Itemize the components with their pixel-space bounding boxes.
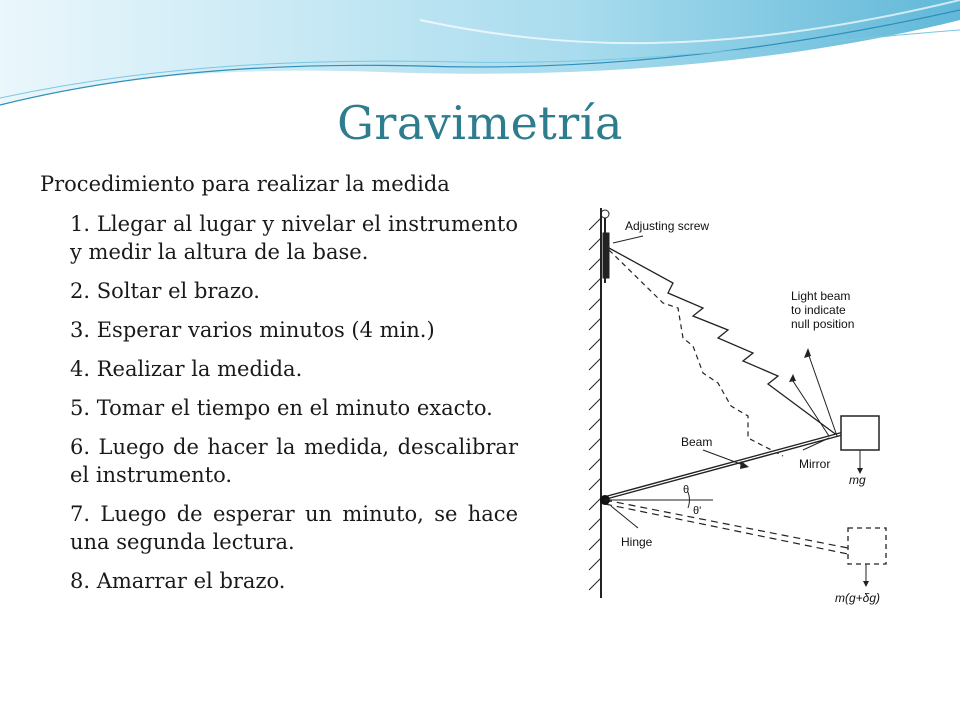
- procedure-step: 1. Llegar al lugar y nivelar el instrumento y medir la altura de la base.: [70, 212, 518, 264]
- procedure-step: 7. Luego de esperar un minuto, se hace una segunda lectura.: [70, 502, 518, 554]
- light-beam-label-2: to indicate: [791, 303, 846, 317]
- procedure-step: 3. Esperar varios minutos (4 min.): [70, 318, 435, 342]
- hinge-label: Hinge: [621, 535, 653, 549]
- mass-box: [841, 416, 879, 450]
- procedure-step: 6. Luego de hacer la medida, descalibrar el instrumento.: [70, 435, 518, 487]
- procedure-steps-list: [70, 210, 518, 606]
- procedure-step: 2. Soltar el brazo.: [70, 279, 260, 303]
- slide-title: Gravimetría: [337, 96, 623, 150]
- beam-label: Beam: [681, 435, 713, 449]
- procedure-intro: Procedimiento para realizar la medida: [40, 172, 450, 196]
- light-beam-label-3: null position: [791, 317, 855, 331]
- procedure-step: 8. Amarrar el brazo.: [70, 569, 286, 593]
- mg-label: mg: [849, 473, 866, 487]
- mirror-label: Mirror: [799, 457, 831, 471]
- light-beam-label-1: Light beam: [791, 289, 851, 303]
- gravimeter-diagram: [553, 188, 923, 638]
- procedure-step: 4. Realizar la medida.: [70, 357, 303, 381]
- procedure-step: 5. Tomar el tiempo en el minuto exacto.: [70, 396, 493, 420]
- mgdg-label: m(g+δg): [835, 591, 881, 605]
- theta-label: θ: [683, 484, 690, 496]
- theta-prime-label: θ': [693, 505, 702, 517]
- adjusting-screw-label: Adjusting screw: [625, 219, 710, 233]
